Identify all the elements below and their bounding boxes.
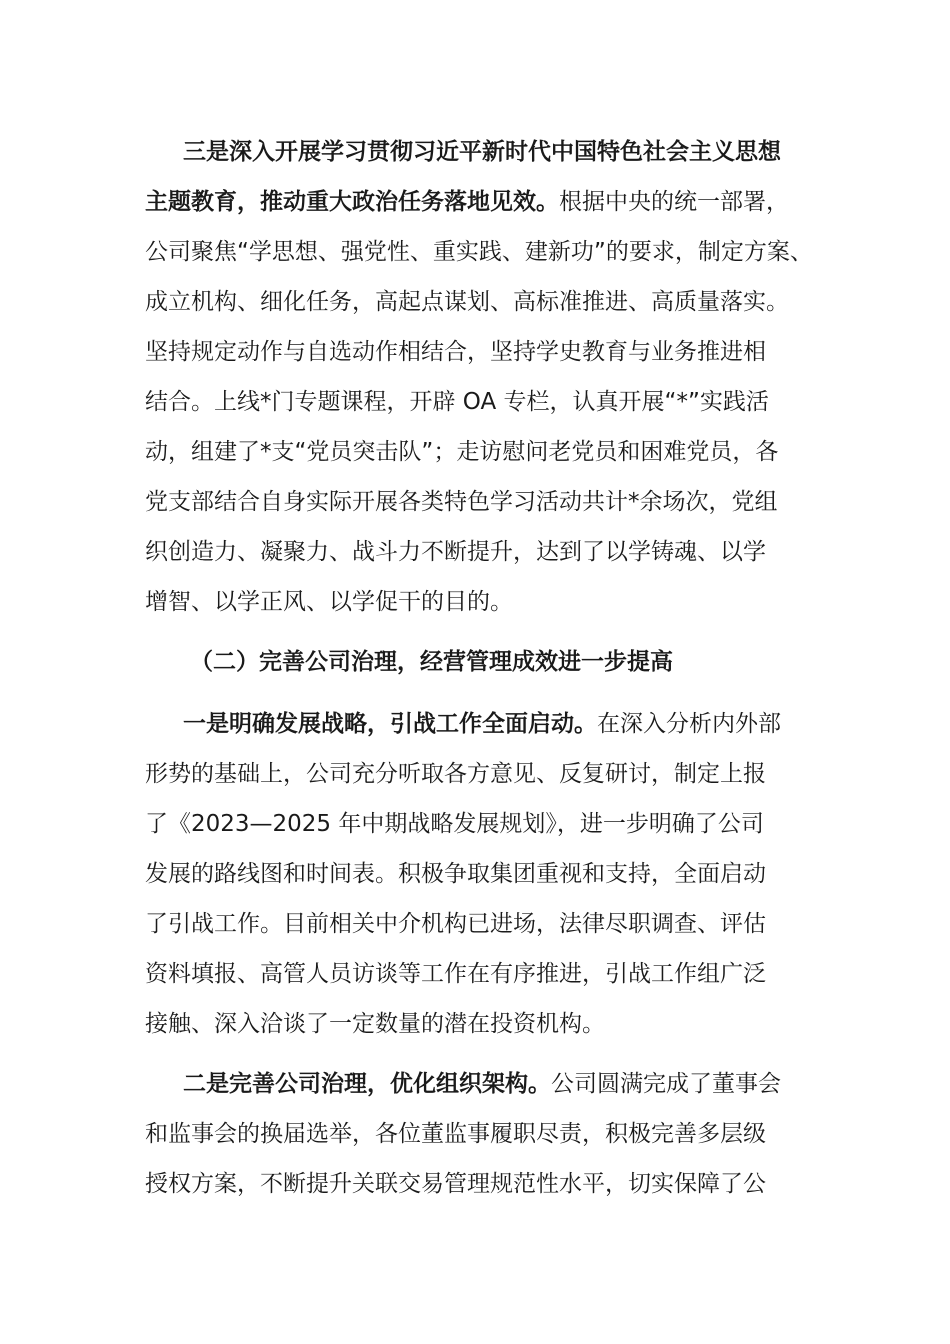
paragraph-line: 增智、以学正风、以学促干的目的。 bbox=[145, 589, 513, 615]
paragraph-line: 党支部结合自身实际开展各类特色学习活动共计*余场次，党组 bbox=[145, 489, 778, 515]
paragraph-line: 授权方案，不断提升关联交易管理规范性水平，切实保障了公 bbox=[145, 1171, 766, 1197]
paragraph-line: 坚持规定动作与自选动作相结合，坚持学史教育与业务推进相 bbox=[145, 339, 766, 365]
body-text: 根据中央的统一部署， bbox=[559, 189, 789, 215]
bold-lead: 主题教育，推动重大政治任务落地见效。 bbox=[145, 189, 559, 215]
paragraph-line: 动，组建了*支“党员突击队”；走访慰问老党员和困难党员，各 bbox=[145, 439, 779, 465]
body-text: 在深入分析内外部 bbox=[597, 711, 781, 737]
section-heading bbox=[190, 646, 673, 678]
section-heading-text: （二）完善公司治理，经营管理成效进一步提高 bbox=[190, 649, 673, 675]
paragraph-line bbox=[183, 708, 781, 740]
paragraph-line: 资料填报、高管人员访谈等工作在有序推进，引战工作组广泛 bbox=[145, 961, 766, 987]
body-text: 公司圆满完成了董事会 bbox=[551, 1071, 781, 1097]
paragraph-line: 结合。上线*门专题课程，开辟 OA 专栏，认真开展“*”实践活 bbox=[145, 389, 769, 415]
paragraph-line: 发展的路线图和时间表。积极争取集团重视和支持，全面启动 bbox=[145, 861, 766, 887]
paragraph-line: 形势的基础上，公司充分听取各方意见、反复研讨，制定上报 bbox=[145, 761, 766, 787]
paragraph-line: 公司聚焦“学思想、强党性、重实践、建新功”的要求，制定方案、 bbox=[145, 239, 813, 265]
paragraph-line: 成立机构、细化任务，高起点谋划、高标准推进、高质量落实。 bbox=[145, 289, 789, 315]
paragraph-line bbox=[183, 136, 781, 168]
paragraph-line: 织创造力、凝聚力、战斗力不断提升，达到了以学铸魂、以学 bbox=[145, 539, 766, 565]
paragraph-line: 了引战工作。目前相关中介机构已进场，法律尽职调查、评估 bbox=[145, 911, 766, 937]
paragraph-line: 接触、深入洽谈了一定数量的潜在投资机构。 bbox=[145, 1011, 605, 1037]
bold-lead: 一是明确发展战略，引战工作全面启动。 bbox=[183, 711, 597, 737]
paragraph-line: 了《2023—2025 年中期战略发展规划》，进一步明确了公司 bbox=[145, 811, 764, 837]
paragraph-line bbox=[183, 1068, 781, 1100]
bold-lead: 三是深入开展学习贯彻习近平新时代中国特色社会主义思想 bbox=[183, 139, 781, 165]
bold-lead: 二是完善公司治理，优化组织架构。 bbox=[183, 1071, 551, 1097]
paragraph-line bbox=[145, 186, 789, 218]
paragraph-line: 和监事会的换届选举，各位董监事履职尽责，积极完善多层级 bbox=[145, 1121, 766, 1147]
